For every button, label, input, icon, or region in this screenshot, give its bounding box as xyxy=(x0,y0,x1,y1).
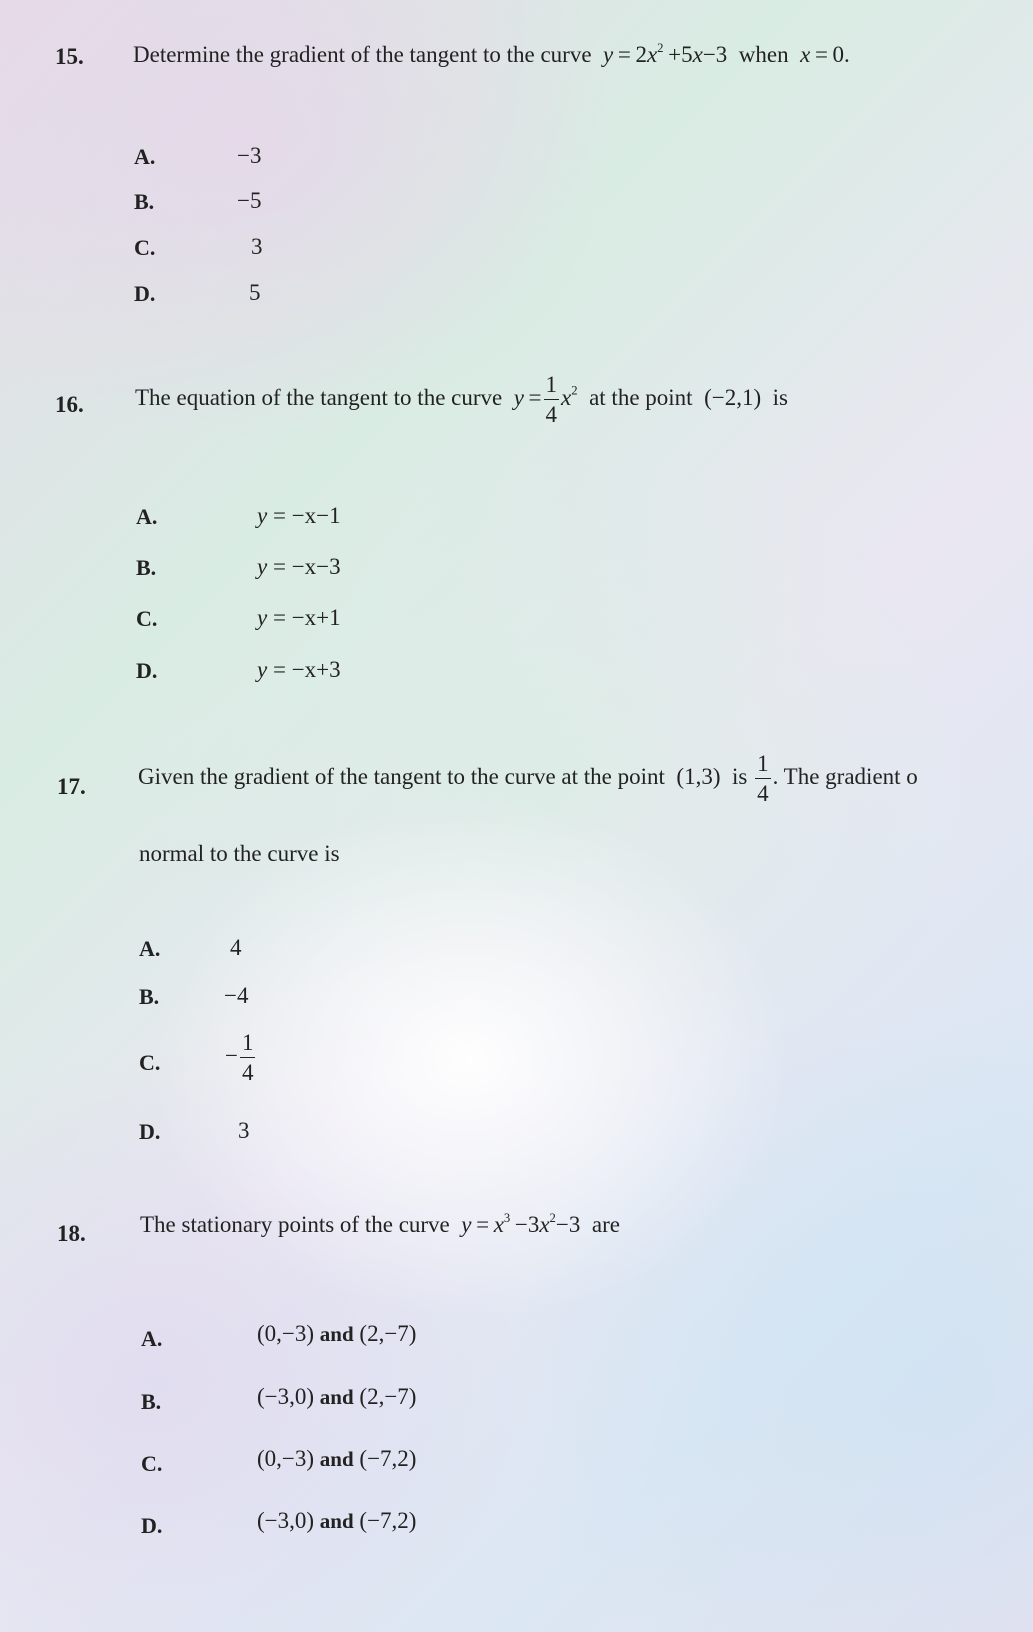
option-b-label: B. xyxy=(136,555,157,580)
question-text: The stationary points of the curve $y = x^3 -3x^2-3$ are xyxy=(140,1210,620,1237)
option-d-label: D. xyxy=(141,1513,163,1538)
option-a-value: (0,−3) and (2,−7) xyxy=(257,1321,417,1346)
question-text: Determine the gradient of the tangent to the curve $y = 2x^2 +5x-3$ when x = 0. xyxy=(133,40,850,67)
option-d-label: D. xyxy=(136,658,158,683)
option-a-value: −3 xyxy=(237,143,262,168)
option-c-value: (0,−3) and (−7,2) xyxy=(257,1446,417,1471)
option-b-label: B. xyxy=(139,984,160,1009)
option-a-label: A. xyxy=(139,936,161,961)
option-b-label: B. xyxy=(141,1389,162,1414)
option-d-label: D. xyxy=(139,1119,161,1144)
option-d-value: 5 xyxy=(249,280,261,305)
question-number: 18. xyxy=(57,1221,86,1246)
option-b-value: −5 xyxy=(237,188,262,213)
fraction: $\frac{1}{4}$ xyxy=(757,751,769,806)
option-c-value: 3 xyxy=(251,234,263,259)
option-c-label: C. xyxy=(141,1451,163,1476)
option-b-value: y = −x−3 xyxy=(257,554,341,579)
option-a-label: A. xyxy=(134,144,156,169)
question-text-line2: normal to the curve is xyxy=(139,841,340,866)
option-c-label: C. xyxy=(136,606,158,631)
option-b-value: −4 xyxy=(224,983,249,1008)
option-c-label: C. xyxy=(139,1050,161,1075)
fraction: $\frac{1}{4}$ xyxy=(545,372,558,427)
option-a-value: y = −x−1 xyxy=(257,503,341,528)
option-a-value: 4 xyxy=(230,935,242,960)
question-number: 15. xyxy=(55,44,84,69)
option-d-value: (−3,0) and (−7,2) xyxy=(257,1508,417,1533)
option-c-value: − $\frac{1}{4}$ xyxy=(225,1030,254,1085)
option-c-value: y = −x+1 xyxy=(257,605,341,630)
question-number: 16. xyxy=(55,392,84,417)
option-d-label: D. xyxy=(134,281,156,306)
option-c-label: C. xyxy=(134,235,156,260)
question-number: 17. xyxy=(57,774,86,799)
fraction: $\frac{1}{4}$ xyxy=(241,1030,254,1085)
option-b-value: (−3,0) and (2,−7) xyxy=(257,1384,417,1409)
question-text: Given the gradient of the tangent to the curve at the point (1,3) is $\frac{1}{4}$ . The gradient o xyxy=(138,751,918,806)
option-d-value: 3 xyxy=(238,1118,250,1143)
question-text: The equation of the tangent to the curve y = $\frac{1}{4}$ $x^2$ at the point (−2,1) is xyxy=(135,372,788,427)
option-a-label: A. xyxy=(136,504,158,529)
option-d-value: y = −x+3 xyxy=(257,657,341,682)
option-b-label: B. xyxy=(134,189,155,214)
option-a-label: A. xyxy=(141,1326,163,1351)
